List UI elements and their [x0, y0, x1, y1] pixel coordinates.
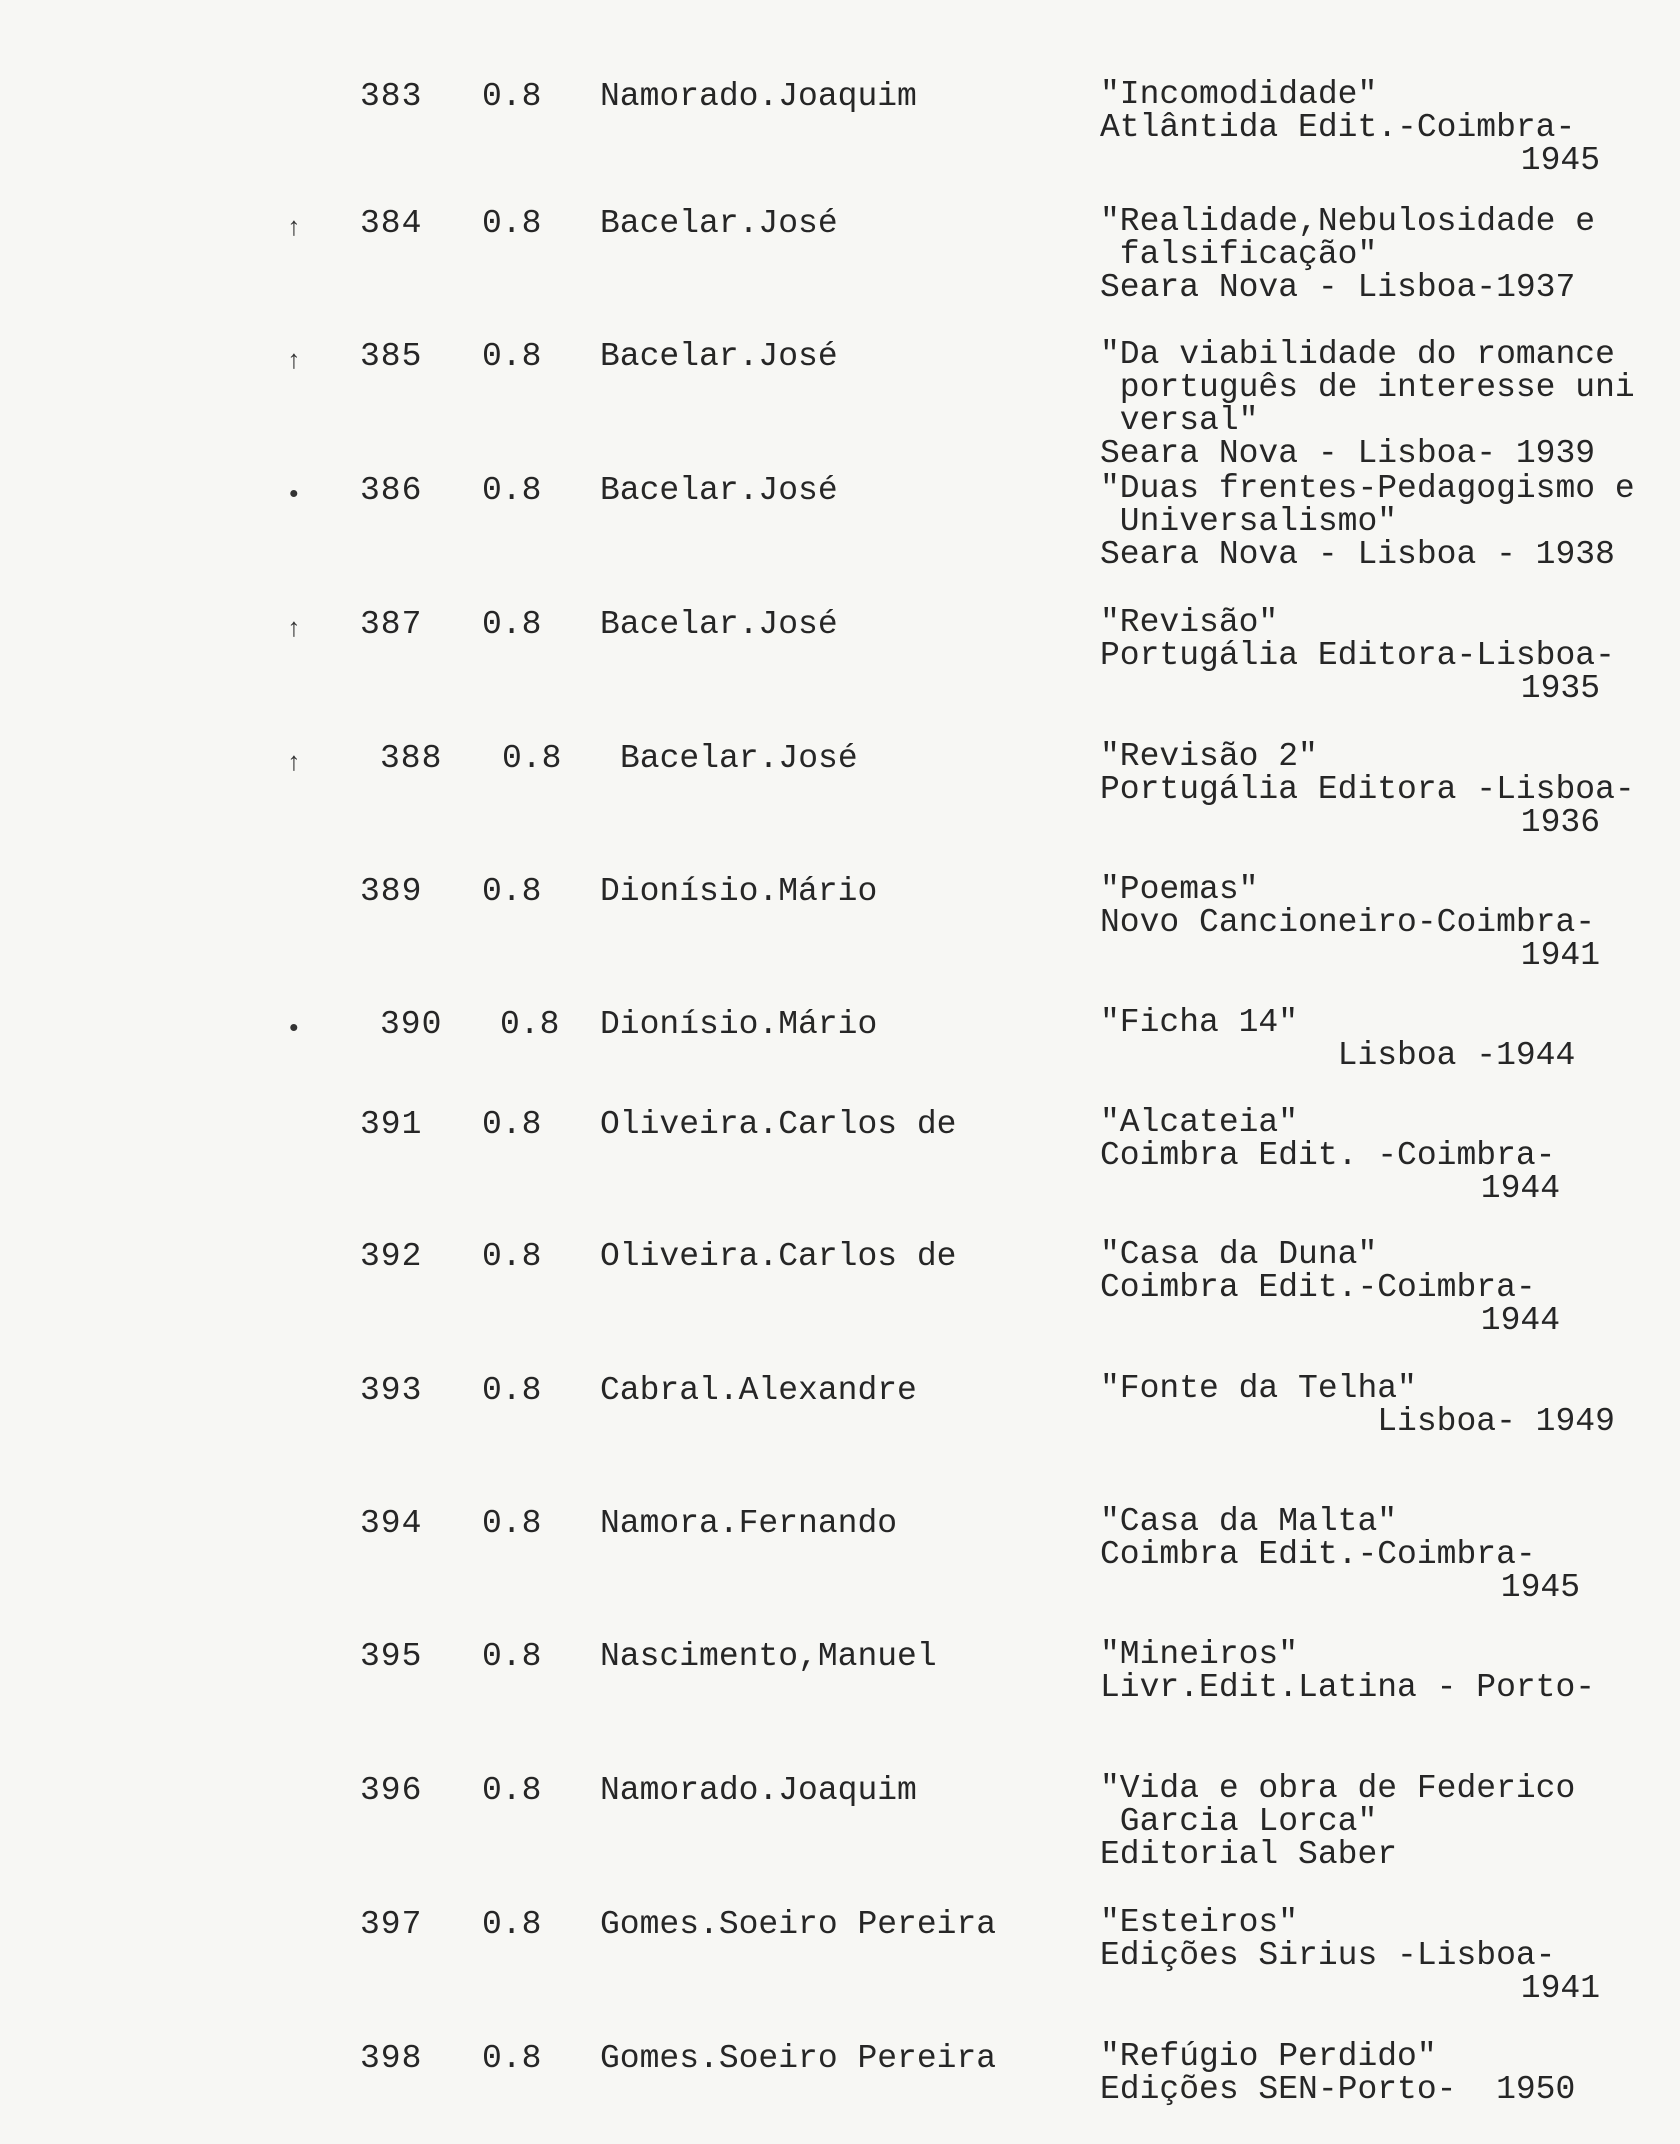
entry-author: Bacelar.José [600, 472, 838, 509]
entry-mark: ↑ [286, 748, 302, 778]
entry-publication [1100, 78, 1660, 177]
entry-author: Gomes.Soeiro Pereira [600, 2040, 997, 2077]
entry-mark: ↑ [286, 346, 302, 376]
pub-line: Edições Sirius -Lisboa- [1100, 1937, 1556, 1974]
pub-year: 1941 [1520, 937, 1600, 974]
entry-size: 0.8 [482, 78, 542, 115]
entry-number: 387 [360, 606, 423, 643]
entry-number: 383 [360, 78, 423, 115]
entry-publication [1100, 1372, 1660, 1438]
catalog-entry-391 [0, 1106, 1680, 1236]
catalog-entry-395 [0, 1638, 1680, 1768]
entry-author: Namora.Fernando [600, 1505, 898, 1542]
entry-author: Gomes.Soeiro Pereira [600, 1906, 997, 1943]
pub-line: "Ficha 14" [1100, 1004, 1299, 1041]
pub-line: "Casa da Malta" [1100, 1503, 1398, 1540]
pub-line: Seara Nova - Lisboa- 1939 [1100, 435, 1596, 472]
entry-number: 391 [360, 1106, 423, 1143]
catalog-entry-393 [0, 1372, 1680, 1502]
catalog-entry-396 [0, 1772, 1680, 1902]
entry-number: 390 [380, 1006, 443, 1043]
entry-size: 0.8 [502, 740, 562, 777]
entry-number: 385 [360, 338, 423, 375]
pub-line: Portugália Editora-Lisboa- [1100, 637, 1615, 674]
entry-number: 397 [360, 1906, 423, 1943]
entry-publication [1100, 1006, 1660, 1072]
entry-number: 389 [360, 873, 423, 910]
pub-line: Lisboa- 1949 [1100, 1403, 1615, 1440]
entry-author: Nascimento,Manuel [600, 1638, 937, 1675]
pub-line: "Refúgio Perdido" [1100, 2038, 1437, 2075]
entry-number: 395 [360, 1638, 423, 1675]
entry-size: 0.8 [482, 1505, 542, 1542]
pub-line: Garcia Lorca" [1100, 1803, 1378, 1840]
pub-line: "Esteiros" [1100, 1904, 1299, 1941]
pub-line: "Mineiros" [1100, 1636, 1299, 1673]
pub-line: Coimbra Edit.-Coimbra- [1100, 1269, 1536, 1306]
pub-line: falsificação" [1100, 236, 1378, 273]
entry-number: 388 [380, 740, 443, 777]
pub-line: português de interesse uni [1100, 369, 1635, 406]
pub-year: 1945 [1520, 142, 1600, 179]
pub-line: versal" [1100, 402, 1259, 439]
entry-publication [1100, 873, 1660, 972]
entry-size: 0.8 [482, 606, 542, 643]
pub-line: "Casa da Duna" [1100, 1236, 1378, 1273]
entry-size: 0.8 [500, 1006, 560, 1043]
catalog-entry-388 [0, 740, 1680, 870]
catalog-entry-385 [0, 336, 1680, 472]
entry-author: Oliveira.Carlos de [600, 1238, 957, 1275]
entry-publication [1100, 606, 1660, 705]
entry-size: 0.8 [482, 1238, 542, 1275]
entry-publication [1100, 1106, 1660, 1205]
pub-line: Universalismo" [1100, 503, 1398, 540]
entry-size: 0.8 [482, 205, 542, 242]
pub-line: Edições SEN-Porto- 1950 [1100, 2071, 1576, 2108]
entry-publication [1100, 1638, 1660, 1704]
pub-line: Novo Cancioneiro-Coimbra- [1100, 904, 1596, 941]
entry-publication [1100, 472, 1660, 571]
pub-line: "Alcateia" [1100, 1104, 1299, 1141]
entry-number: 396 [360, 1772, 423, 1809]
catalog-entry-394 [0, 1505, 1680, 1635]
pub-line: "Fonte da Telha" [1100, 1370, 1417, 1407]
entry-publication [1100, 1906, 1660, 2005]
catalog-entry-392 [0, 1238, 1680, 1368]
entry-size: 0.8 [482, 2040, 542, 2077]
pub-line: "Poemas" [1100, 871, 1259, 908]
catalog-entry-384 [0, 205, 1680, 335]
entry-size: 0.8 [482, 338, 542, 375]
pub-line: Seara Nova - Lisboa-1937 [1100, 269, 1576, 306]
catalog-entry-397 [0, 1906, 1680, 2036]
pub-line: "Revisão 2" [1100, 738, 1318, 775]
catalog-entry-398 [0, 2040, 1680, 2144]
entry-size: 0.8 [482, 1772, 542, 1809]
catalog-entry-386 [0, 472, 1680, 602]
entry-mark: • [286, 480, 302, 510]
entry-number: 392 [360, 1238, 423, 1275]
entry-publication [1100, 740, 1660, 839]
entry-publication [1100, 1238, 1660, 1337]
entry-publication [1100, 205, 1660, 304]
pub-line: "Duas frentes-Pedagogismo e [1100, 470, 1635, 507]
entry-number: 393 [360, 1372, 423, 1409]
entry-author: Dionísio.Mário [600, 873, 878, 910]
entry-mark: • [286, 1014, 302, 1044]
pub-year: 1941 [1520, 1970, 1600, 2007]
entry-publication [1100, 1505, 1660, 1604]
pub-line: Seara Nova - Lisboa - 1938 [1100, 536, 1615, 573]
entry-number: 386 [360, 472, 423, 509]
entry-size: 0.8 [482, 1372, 542, 1409]
entry-author: Bacelar.José [600, 338, 838, 375]
entry-publication [1100, 338, 1660, 470]
entry-author: Cabral.Alexandre [600, 1372, 917, 1409]
pub-year: 1936 [1520, 804, 1600, 841]
pub-line: Coimbra Edit. -Coimbra- [1100, 1137, 1556, 1174]
pub-line: "Realidade,Nebulosidade e [1100, 203, 1596, 240]
pub-year: 1935 [1520, 670, 1600, 707]
entry-mark: ↑ [286, 614, 302, 644]
pub-line: "Incomodidade" [1100, 76, 1378, 113]
entry-size: 0.8 [482, 1106, 542, 1143]
entry-author: Bacelar.José [600, 606, 838, 643]
catalog-entry-387 [0, 606, 1680, 736]
pub-line: "Revisão" [1100, 604, 1279, 641]
pub-line: Lisboa -1944 [1100, 1037, 1576, 1074]
pub-line: Coimbra Edit.-Coimbra- [1100, 1536, 1536, 1573]
pub-line: Livr.Edit.Latina - Porto- [1100, 1669, 1596, 1706]
entry-publication [1100, 1772, 1660, 1871]
entry-author: Oliveira.Carlos de [600, 1106, 957, 1143]
entry-size: 0.8 [482, 472, 542, 509]
pub-line: Portugália Editora -Lisboa- [1100, 771, 1635, 808]
pub-line: "Da viabilidade do romance [1100, 336, 1615, 373]
entry-author: Bacelar.José [620, 740, 858, 777]
pub-year: 1945 [1500, 1569, 1580, 1606]
entry-number: 394 [360, 1505, 423, 1542]
pub-line: Atlântida Edit.-Coimbra- [1100, 109, 1576, 146]
pub-line: Editorial Saber [1100, 1836, 1398, 1873]
pub-line: "Vida e obra de Federico [1100, 1770, 1576, 1807]
entry-size: 0.8 [482, 1638, 542, 1675]
entry-number: 398 [360, 2040, 423, 2077]
entry-size: 0.8 [482, 873, 542, 910]
entry-author: Namorado.Joaquim [600, 1772, 917, 1809]
catalog-entry-383 [0, 78, 1680, 208]
entry-size: 0.8 [482, 1906, 542, 1943]
entry-number: 384 [360, 205, 423, 242]
pub-year: 1944 [1480, 1170, 1560, 1207]
catalog-entry-389 [0, 873, 1680, 1003]
pub-year: 1944 [1480, 1302, 1560, 1339]
entry-author: Bacelar.José [600, 205, 838, 242]
entry-author: Dionísio.Mário [600, 1006, 878, 1043]
entry-publication [1100, 2040, 1660, 2106]
entry-mark: ↑ [286, 213, 302, 243]
entry-author: Namorado.Joaquim [600, 78, 917, 115]
